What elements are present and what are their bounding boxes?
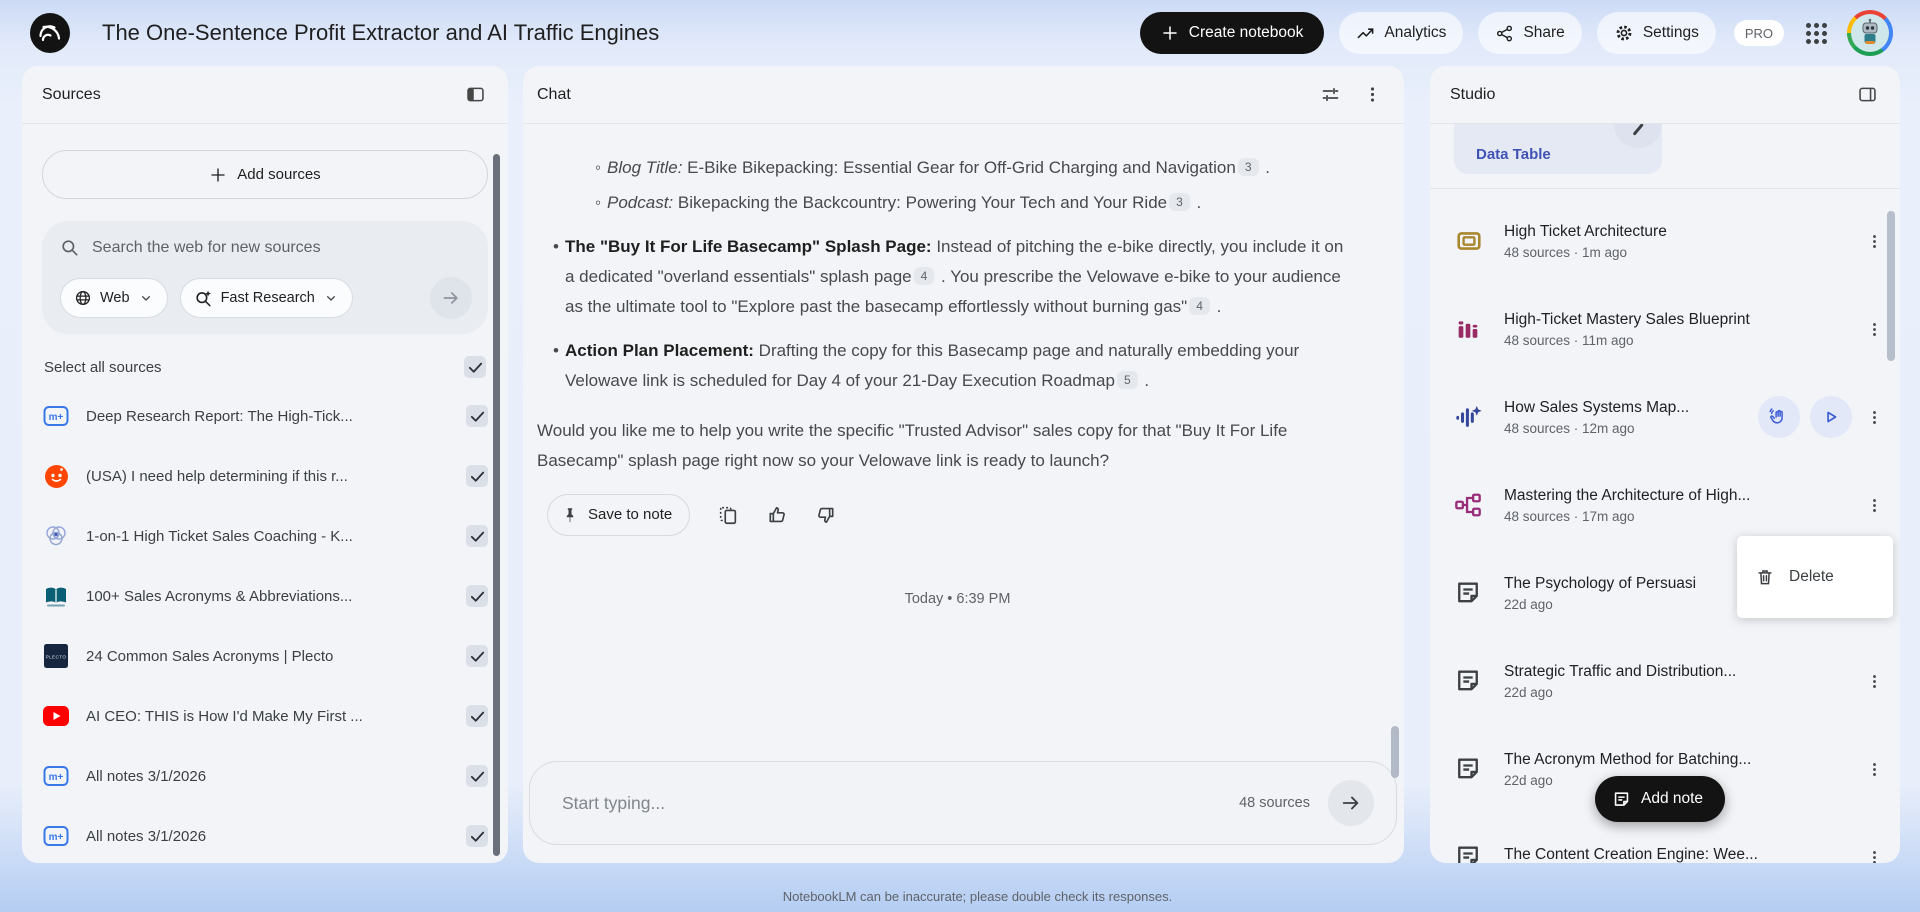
source-row[interactable] — [42, 386, 488, 446]
sparkle-search-icon — [194, 289, 213, 308]
search-placeholder: Search the web for new sources — [92, 239, 321, 256]
notebooklm-logo-icon[interactable] — [30, 13, 70, 53]
youtube-icon — [42, 706, 70, 726]
citation-chip[interactable]: 3 — [1238, 158, 1259, 176]
thumbs-down-icon[interactable] — [815, 504, 837, 526]
studio-item-meta: 22d ago — [1504, 772, 1553, 788]
top-bar — [0, 0, 1920, 66]
note-icon — [1454, 755, 1484, 783]
citation-chip[interactable]: 5 — [1117, 371, 1138, 389]
svg-text:m+: m+ — [48, 832, 64, 843]
note-icon — [1454, 579, 1484, 607]
svg-text:m+: m+ — [48, 772, 64, 783]
sources-panel-title: Sources — [42, 85, 101, 103]
source-checkbox[interactable] — [466, 405, 488, 427]
studio-row[interactable] — [1454, 637, 1888, 725]
source-count-label: 48 sources — [1239, 795, 1310, 811]
source-checkbox[interactable] — [466, 585, 488, 607]
trash-icon — [1755, 567, 1775, 587]
studio-item-title: The Psychology of Persuasi — [1504, 574, 1697, 592]
more-options-icon[interactable] — [1860, 761, 1888, 778]
source-row[interactable] — [42, 566, 488, 626]
audio-overview-icon — [1454, 403, 1484, 431]
sources-scrollbar[interactable] — [493, 154, 500, 856]
create-notebook-button[interactable]: Create notebook — [1140, 12, 1325, 54]
top-bar-actions — [1140, 10, 1893, 56]
studio-item-title: High-Ticket Mastery Sales Blueprint — [1504, 310, 1750, 328]
trending-up-icon — [1356, 24, 1375, 43]
chat-panel-header — [523, 66, 1404, 124]
notes-icon — [42, 765, 70, 787]
settings-button[interactable]: Settings — [1597, 12, 1716, 54]
chat-scrollbar[interactable] — [1391, 726, 1399, 778]
share-button[interactable]: Share — [1478, 12, 1581, 54]
search-icon — [60, 238, 80, 258]
studio-create-row — [1430, 124, 1900, 189]
expand-panel-icon[interactable] — [1857, 84, 1878, 105]
studio-item-meta: 48 sources · 1m ago — [1504, 244, 1628, 260]
play-button[interactable] — [1810, 396, 1852, 438]
chat-message-area[interactable] — [523, 124, 1404, 614]
message-actions — [537, 494, 1378, 536]
more-options-icon[interactable] — [1860, 497, 1888, 514]
share-icon — [1495, 24, 1514, 43]
account-avatar[interactable] — [1847, 10, 1893, 56]
studio-item-meta: 48 sources · 12m ago — [1504, 420, 1635, 436]
disclaimer-text: NotebookLM can be inaccurate; please double check its responses. — [782, 889, 1173, 904]
studio-item-meta: 48 sources · 17m ago — [1504, 508, 1635, 524]
note-icon — [1454, 667, 1484, 695]
research-mode-dropdown[interactable]: Fast Research — [180, 278, 353, 318]
studio-item-meta: 22d ago — [1504, 596, 1553, 612]
select-all-row — [42, 356, 488, 378]
source-row[interactable] — [42, 626, 488, 686]
book-icon — [42, 584, 70, 608]
send-button[interactable] — [1328, 780, 1374, 826]
notebook-title: The One-Sentence Profit Extractor and AI Traffic Engines — [102, 20, 660, 45]
source-checkbox[interactable] — [466, 825, 488, 847]
studio-item-title: The Acronym Method for Batching... — [1504, 750, 1752, 768]
source-checkbox[interactable] — [466, 525, 488, 547]
studio-panel — [1430, 66, 1900, 863]
notes-icon — [42, 405, 70, 427]
chat-panel-title: Chat — [537, 85, 571, 103]
studio-panel-header — [1430, 66, 1900, 124]
collapse-panel-icon[interactable] — [465, 84, 486, 105]
analytics-button[interactable]: Analytics — [1339, 12, 1463, 54]
more-options-icon[interactable] — [1860, 233, 1888, 250]
data-table-open-button[interactable] — [1614, 124, 1662, 148]
studio-items-list — [1430, 189, 1900, 863]
note-icon — [1454, 843, 1484, 863]
source-checkbox[interactable] — [466, 765, 488, 787]
interactive-mode-button[interactable] — [1758, 396, 1800, 438]
source-title: 24 Common Sales Acronyms | Plecto — [86, 647, 334, 665]
chat-input-bar — [529, 761, 1397, 845]
citation-chip[interactable]: 4 — [1189, 297, 1210, 315]
list-item: ◦ Blog Title: E-Bike Bikepacking: Essential Gear for Off-Grid Charging and Navigation 3 . — [594, 158, 1270, 177]
svg-text:m+: m+ — [48, 412, 64, 423]
sources-body — [22, 150, 508, 863]
studio-panel-title: Studio — [1450, 85, 1496, 103]
sources-panel-header — [22, 66, 508, 124]
search-filters-row — [60, 277, 472, 319]
sources-panel — [22, 66, 508, 863]
studio-item-meta: 48 sources · 11m ago — [1504, 332, 1634, 348]
add-note-button[interactable]: Add note — [1595, 776, 1725, 822]
data-table-label: Data Table — [1476, 146, 1551, 163]
source-row[interactable] — [42, 746, 488, 806]
source-checkbox[interactable] — [466, 465, 488, 487]
svg-text:PLECTO: PLECTO — [45, 654, 67, 660]
source-row[interactable] — [42, 806, 488, 863]
source-title: 1-on-1 High Ticket Sales Coaching - K... — [86, 527, 353, 545]
reddit-icon — [42, 464, 70, 489]
studio-scrollbar[interactable] — [1887, 211, 1895, 361]
plus-icon — [1161, 24, 1179, 42]
studio-item-title: Strategic Traffic and Distribution... — [1504, 662, 1737, 680]
studio-item-title: Mastering the Architecture of High... — [1504, 486, 1751, 504]
list-item: ◦ Podcast: Bikepacking the Backcountry: Powering Your Tech and Your Ride 3 . — [594, 193, 1202, 212]
data-table-chip[interactable] — [1454, 124, 1662, 174]
save-to-note-button[interactable]: Save to note — [547, 494, 690, 536]
add-sources-button[interactable]: Add sources — [42, 150, 488, 199]
note-add-icon — [1612, 790, 1631, 809]
citation-chip[interactable]: 3 — [1169, 193, 1190, 211]
plecto-icon — [42, 644, 70, 668]
source-row[interactable] — [42, 686, 488, 746]
search-input[interactable] — [60, 238, 472, 258]
notes-icon — [42, 825, 70, 847]
plus-icon — [209, 166, 227, 184]
assistant-message — [537, 153, 1349, 476]
source-title: (USA) I need help determining if this r... — [86, 467, 348, 485]
flashcards-icon — [1454, 228, 1484, 254]
list-item: • Action Plan Placement: Drafting the copy for this Basecamp page and naturally embedding your Velowave link is scheduled for Day 4 of your 21-Day Execution Roadmap 5 . — [553, 341, 1300, 390]
more-options-icon[interactable] — [1860, 409, 1888, 426]
copy-icon[interactable] — [717, 504, 739, 526]
pro-badge: PRO — [1734, 20, 1784, 46]
gear-icon — [1614, 23, 1634, 43]
chat-timestamp: Today • 6:39 PM — [904, 591, 1011, 607]
chevron-down-icon — [138, 290, 154, 306]
source-row[interactable] — [42, 446, 488, 506]
web-venn-icon — [42, 523, 70, 549]
select-all-checkbox[interactable] — [464, 356, 486, 378]
apps-grid-icon[interactable] — [1806, 23, 1827, 44]
delete-menu-item[interactable]: Delete — [1737, 536, 1893, 618]
source-checkbox[interactable] — [466, 645, 488, 667]
closing-question: Would you like me to help you write the specific "Trusted Advisor" sales copy for that "Buy It For Life Basecamp" splash page right now so your Velowave link is ready to launch? — [537, 421, 1288, 470]
list-item-lead: Podcast: — [607, 193, 674, 212]
robot-avatar-image — [1851, 14, 1889, 52]
tune-icon[interactable] — [1320, 84, 1341, 105]
citation-chip[interactable]: 4 — [914, 267, 935, 285]
studio-row[interactable] — [1454, 285, 1888, 373]
more-options-icon[interactable] — [1860, 849, 1888, 864]
list-item-lead: Blog Title: — [607, 158, 683, 177]
list-item-lead: Action Plan Placement: — [565, 341, 754, 360]
list-item: • The "Buy It For Life Basecamp" Splash Page: Instead of pitching the e-bike directly, you include it on a dedicated "overland essentials" splash page 4 . You prescribe the Velowave e-bike to your audience as the ultimate tool to "Explore past the basecamp effortlessly without burning gas" 4 . — [553, 237, 1344, 316]
studio-row[interactable] — [1454, 373, 1888, 461]
web-filter-dropdown[interactable]: Web — [60, 278, 168, 318]
report-chart-icon — [1454, 315, 1484, 343]
thumbs-up-icon[interactable] — [766, 504, 788, 526]
pin-icon — [561, 506, 579, 524]
studio-item-title: The Content Creation Engine: Wee... — [1504, 846, 1758, 863]
chat-panel — [523, 66, 1404, 863]
studio-row[interactable] — [1454, 197, 1888, 285]
globe-icon — [74, 289, 92, 307]
source-title: AI CEO: THIS is How I'd Make My First ... — [86, 707, 363, 725]
select-all-label: Select all sources — [44, 358, 162, 376]
search-submit-button[interactable] — [430, 277, 472, 319]
list-item-lead: The "Buy It For Life Basecamp" Splash Page: — [565, 237, 932, 256]
source-title: All notes 3/1/2026 — [86, 827, 207, 845]
source-checkbox[interactable] — [466, 705, 488, 727]
more-options-icon[interactable] — [1363, 85, 1382, 104]
source-title: Deep Research Report: The High-Tick... — [86, 407, 353, 425]
studio-item-title: High Ticket Architecture — [1504, 222, 1667, 240]
source-title: 100+ Sales Acronyms & Abbreviations... — [86, 587, 353, 605]
more-options-icon[interactable] — [1860, 673, 1888, 690]
mindmap-icon — [1454, 491, 1484, 519]
source-row[interactable] — [42, 506, 488, 566]
chat-input[interactable]: Start typing... — [562, 792, 666, 813]
source-title: All notes 3/1/2026 — [86, 767, 207, 785]
studio-item-meta: 22d ago — [1504, 684, 1553, 700]
sources-list — [42, 386, 488, 863]
more-options-icon[interactable] — [1860, 321, 1888, 338]
chevron-down-icon — [323, 290, 339, 306]
studio-item-title: How Sales Systems Map... — [1504, 398, 1690, 416]
web-search-card — [42, 221, 488, 334]
main-content — [0, 66, 1920, 863]
